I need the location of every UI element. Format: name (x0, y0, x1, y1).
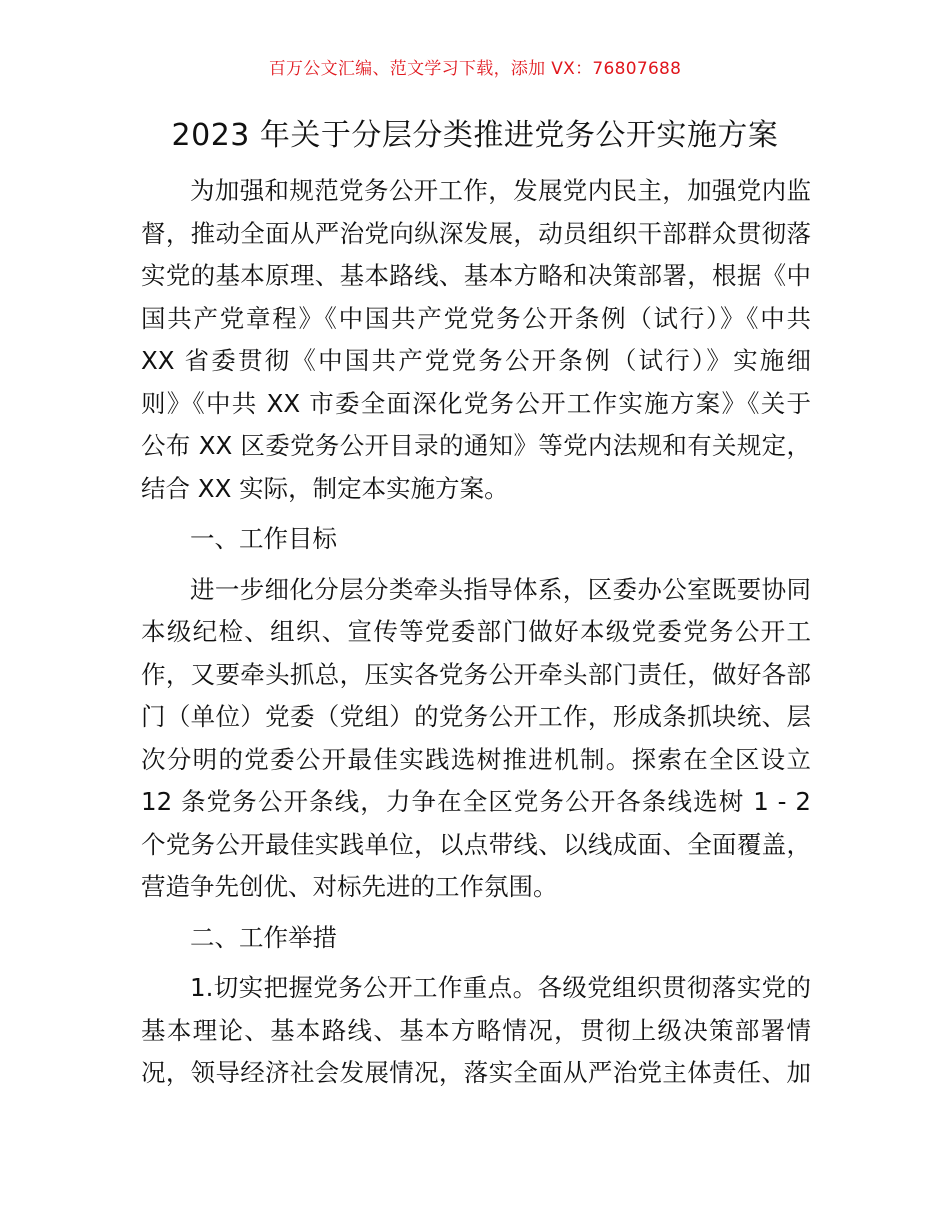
text-line: 个党务公开最佳实践单位，以点带线、以线成面、全面覆盖， (141, 829, 811, 859)
text-line: 督，推动全面从严治党向纵深发展，动员组织干部群众贯彻落 (141, 218, 811, 248)
text-line: 本级纪检、组织、宣传等党委部门做好本级党委党务公开工 (141, 617, 811, 646)
text-line: 12 条党务公开条线，力争在全区党务公开各条线选树 1 - 2 (141, 787, 811, 816)
measures-paragraph (141, 967, 811, 1095)
text-line: 门（单位）党委（党组）的党务公开工作，形成条抓块统、层 (141, 702, 811, 731)
intro-paragraph (141, 170, 811, 510)
text-line: 公布 XX 区委党务公开目录的通知》等党内法规和有关规定， (141, 431, 811, 460)
text-line: 次分明的党委公开最佳实践选树推进机制。探索在全区设立 (141, 744, 811, 774)
section-heading: 二、工作举措 (190, 922, 337, 952)
text-line: 况，领导经济社会发展情况，落实全面从严治党主体责任、加 (141, 1058, 811, 1087)
text-line: 国共产党章程》《中国共产党党务公开条例（试行）》《中共 (141, 303, 811, 333)
text-line: 则》《中共 XX 市委全面深化党务公开工作实施方案》《关于 (141, 388, 811, 418)
text-line: 为加强和规范党务公开工作，发展党内民主，加强党内监 (190, 176, 811, 205)
section-heading: 一、工作目标 (190, 524, 337, 553)
document-title: 2023 年关于分层分类推进党务公开实施方案 (171, 118, 779, 153)
text-line: 进一步细化分层分类牵头指导体系，区委办公室既要协同 (190, 574, 811, 604)
document-body (141, 170, 811, 1103)
text-line: 实党的基本原理、基本路线、基本方略和决策部署，根据《中 (141, 261, 811, 290)
section-heading-goals (141, 518, 811, 561)
text-line: XX 省委贯彻《中国共产党党务公开条例（试行）》实施细 (141, 346, 811, 375)
text-line: 结合 XX 实际，制定本实施方案。 (141, 473, 509, 503)
text-line: 1.切实把握党务公开工作重点。各级党组织贯彻落实党的 (190, 973, 811, 1002)
section-heading-measures (141, 917, 811, 960)
goals-paragraph (141, 569, 811, 909)
text-line: 基本理论、基本路线、基本方略情况，贯彻上级决策部署情 (141, 1015, 811, 1045)
text-line: 营造争先创优、对标先进的工作氛围。 (141, 872, 558, 901)
text-line: 作，又要牵头抓总，压实各党务公开牵头部门责任，做好各部 (141, 659, 811, 689)
contact-banner: 百万公文汇编、范文学习下载，添加 VX：76807688 (268, 59, 682, 79)
